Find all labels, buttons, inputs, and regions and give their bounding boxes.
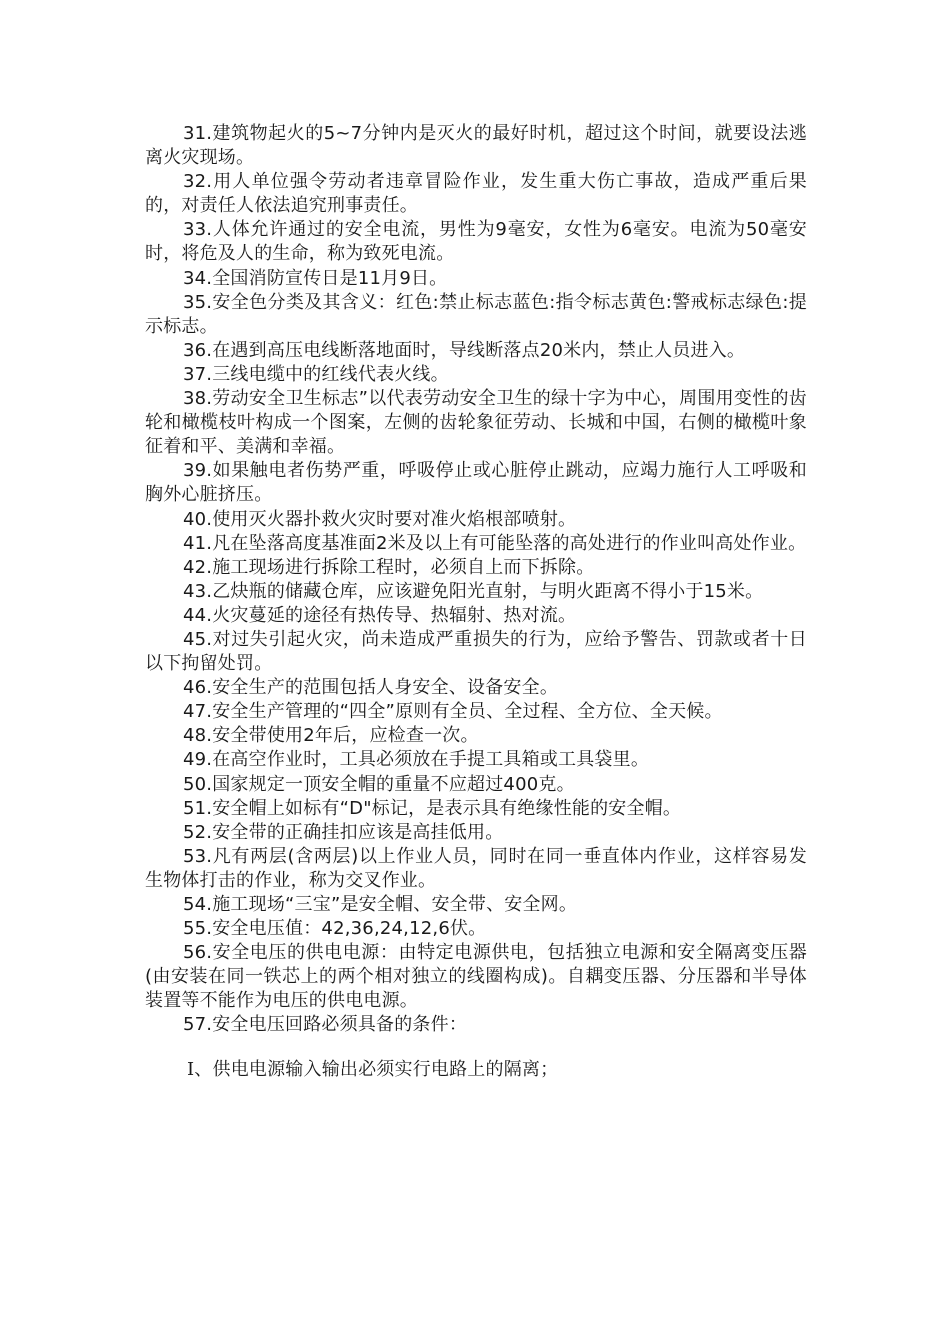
paragraph-33: 33.人体允许通过的安全电流，男性为9毫安，女性为6毫安。电流为50毫安时，将危及人的生命，称为致死电流。 xyxy=(145,219,807,265)
paragraph-50: 50.国家规定一顶安全帽的重量不应超过400克。 xyxy=(183,773,575,795)
paragraph-46: 46.安全生产的范围包括人身安全、设备安全。 xyxy=(183,677,559,699)
paragraph-49: 49.在高空作业时，工具必须放在手提工具箱或工具袋里。 xyxy=(183,749,650,771)
paragraph-52: 52.安全带的正确挂扣应该是高挂低用。 xyxy=(183,821,504,843)
paragraph-39: 39.如果触电者伤势严重，呼吸停止或心脏停止跳动，应竭力施行人工呼吸和胸外心脏挤压。 xyxy=(145,460,807,506)
paragraph-35: 35.安全色分类及其含义：红色:禁止标志蓝色:指令标志黄色:警戒标志绿色:提示标志。 xyxy=(145,291,807,337)
paragraph-45: 45.对过失引起火灾，尚未造成严重损失的行为，应给予警告、罚款或者十日以下拘留处罚。 xyxy=(145,628,807,675)
paragraph-55: 55.安全电压值：42,36,24,12,6伏。 xyxy=(183,918,487,940)
document-body xyxy=(145,122,807,1082)
paragraph-42: 42.施工现场进行拆除工程时，必须自上而下拆除。 xyxy=(183,556,595,578)
paragraph-41: 41.凡在坠落高度基准面2米及以上有可能坠落的高处进行的作业叫高处作业。 xyxy=(183,532,807,554)
paragraph-37: 37.三线电缆中的红线代表火线。 xyxy=(183,363,449,385)
paragraph-53: 53.凡有两层(含两层)以上作业人员，同时在同一垂直体内作业，这样容易发生物体打击的作业，称为交叉作业。 xyxy=(145,845,807,891)
paragraph-34: 34.全国消防宣传日是11月9日。 xyxy=(183,267,448,289)
paragraph-44: 44.火灾蔓延的途径有热传导、热辐射、热对流。 xyxy=(183,604,577,626)
paragraph-56: 56.安全电压的供电电源：由特定电源供电，包括独立电源和安全隔离变压器(由安装在同一铁芯上的两个相对独立的线圈构成)。自耦变压器、分压器和半导体装置等不能作为电压的供电电源。 xyxy=(145,942,807,1012)
paragraph-38: 38.劳动安全卫生标志”以代表劳动安全卫生的绿十字为中心，周围用变性的齿轮和橄榄枝叶构成一个图案，左侧的齿轮象征劳动、长城和中国，右侧的橄榄叶象征着和平、美满和幸福。 xyxy=(145,388,807,458)
paragraph-51: 51.安全帽上如标有“D"标记，是表示具有绝缘性能的安全帽。 xyxy=(183,797,682,819)
paragraph-57: 57.安全电压回路必须具备的条件： xyxy=(183,1014,468,1036)
paragraph-47: 47.安全生产管理的“四全”原则有全员、全过程、全方位、全天候。 xyxy=(183,701,723,723)
paragraph-43: 43.乙炔瓶的储藏仓库，应该避免阳光直射，与明火距离不得小于15米。 xyxy=(183,580,764,602)
paragraph-54: 54.施工现场“三宝”是安全帽、安全带、安全网。 xyxy=(183,894,578,915)
paragraph-48: 48.安全带使用2年后，应检查一次。 xyxy=(183,725,479,747)
paragraph-32: 32.用人单位强令劳动者违章冒险作业，发生重大伤亡事故，造成严重后果的，对责任人依法追究刑事责任。 xyxy=(145,171,807,217)
paragraph-31: 31.建筑物起火的5~7分钟内是灭火的最好时机，超过这个时间，就要设法逃离火灾现场。 xyxy=(145,123,807,169)
paragraph-40: 40.使用灭火器扑救火灾时要对准火焰根部喷射。 xyxy=(183,508,577,530)
sub-item-1: Ⅰ、供电电源输入输出必须实行电路上的隔离； xyxy=(187,1058,559,1080)
paragraph-36: 36.在遇到高压电线断落地面时，导线断落点20米内，禁止人员进入。 xyxy=(183,339,746,361)
